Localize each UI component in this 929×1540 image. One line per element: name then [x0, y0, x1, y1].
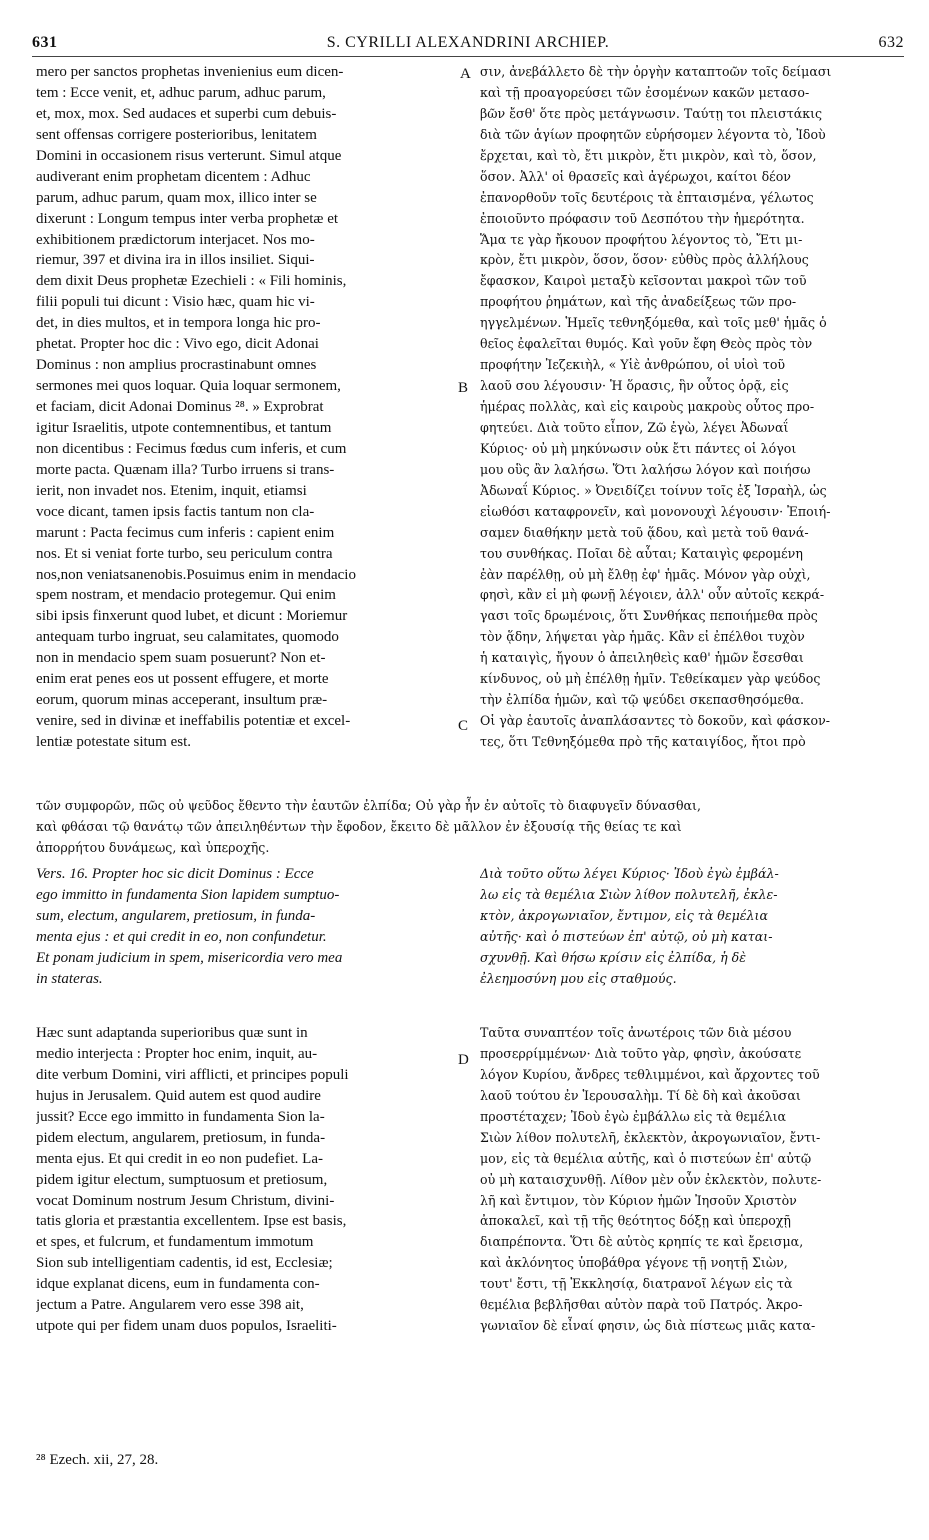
text-line: διαπρέποντα. Ὅτι δὲ αὐτὸς κρηπίς τε καὶ ἔρεισμα,	[480, 1234, 804, 1250]
text-line: mero per sanctos prophetas invenienius eum dicen-	[36, 64, 344, 80]
text-line: antequam turbo ingruat, seu calamitates, quomodo	[36, 629, 339, 646]
footnote: ²⁸ Ezech. xii, 27, 28.	[36, 1452, 159, 1468]
text-line: λῆ καὶ ἔντιμον, τὸν Κύριον ἡμῶν Ἰησοῦν Χριστὸν	[480, 1192, 797, 1208]
text-line: tatis gloria et præstantia excellentem. Ipse est basis,	[36, 1213, 347, 1230]
text-line: sermones mei quos loquar. Quia loquar sermonem,	[36, 378, 341, 395]
text-line: τουτ' ἔστι, τῇ Ἐκκλησίᾳ, διατρανοῖ λέγων εἰς τὰ	[480, 1276, 793, 1292]
text-line: αὐτῆς· καὶ ὁ πιστεύων ἐπ' αὐτῷ, οὐ μὴ καται-	[480, 928, 773, 944]
text-line: θεμέλια βεβλῆσθαι αὐτὸν παρὰ τοῦ Πατρός. Ἀκρο-	[480, 1297, 803, 1313]
text-line: θεῖος ἐφαλεῖται θυμός. Καὶ γοῦν ἔφη Θεὸς πρὸς τὸν	[480, 336, 813, 352]
text-line: φητεύει. Διὰ τοῦτο εἶπον, Ζῶ ἐγὼ, λέγει Ἀδωναΐ	[480, 419, 789, 435]
text-line: Κύριος· οὐ μὴ μηκύνωσιν οὐκ ἔτι πάντες οἱ λόγοι	[480, 440, 797, 456]
text-line: Ἀδωναΐ Κύριος. » Ὀνειδίζει τοίνυν τοῖς ἐξ Ἰσραὴλ, ὡς	[480, 482, 827, 498]
text-line: καὶ τῇ προαγορεύσει τῶν ἐσομένων κακῶν μετασο-	[480, 84, 810, 100]
text-line: sum, electum, angularem, pretiosum, in funda-	[36, 907, 316, 924]
text-line: καὶ φθάσαι τῷ θανάτῳ τῶν ἀπειληθέντων τὴν ἔφοδον, ἔκειτο δὲ μᾶλλον ἐν ἐξουσίᾳ τῆς θείας τε καὶ	[36, 818, 682, 834]
text-line: jectum a Patre. Angularem vero esse 398 ait,	[36, 1297, 304, 1314]
text-line: λόγον Κυρίου, ἄνδρες τεθλιμμένοι, καὶ ἄρχοντες τοῦ	[480, 1066, 820, 1082]
greek-verse-16	[480, 864, 904, 990]
text-line: et, mox, mox. Sed audaces et superbi cum debuis-	[36, 105, 337, 122]
text-line: ego immitto in fundamenta Sion lapidem sumptuo-	[36, 886, 340, 903]
text-line: οὐ μὴ καταισχυνθῇ. Λίθον μὲν οὖν ἐκλεκτὸν, πολυτε-	[480, 1171, 822, 1187]
text-line: eorum, quorum minas acceperant, insultum præ-	[36, 692, 328, 709]
text-line: τῶν συμφορῶν, πῶς οὐ ψεῦδος ἔθεντο τὴν ἑαυτῶν ἐλπίδα; Οὐ γὰρ ἦν ἐν αὐτοῖς τὸ διαφυγεῖν δύνασθαι,	[36, 798, 702, 813]
text-line: filii populi tui dicunt : Visio hæc, quam hic vi-	[36, 294, 315, 311]
text-line: γωνιαῖον δὲ εἶναί φησιν, ὡς διὰ πίστεως μιᾶς κατα-	[480, 1318, 816, 1334]
text-line: λαοῦ τούτου ἐν Ἱερουσαλὴμ. Τί δὲ δὴ καὶ ἀκοῦσαι	[480, 1087, 801, 1103]
text-line: μου οὓς ἂν λαλήσω. Ὅτι λαλήσω λόγον καὶ ποιήσω	[480, 461, 811, 477]
text-line: morte pacta. Quænam illa? Turbo irruens si trans-	[36, 461, 335, 478]
text-line: φησὶ, κἂν εἰ μὴ φωνῇ λέγοιεν, ἀλλ' οὖν αὐτοῖς κεκρά-	[480, 587, 825, 603]
text-line: τες, ὅτι Τεθνηξόμεθα πρὸ τῆς καταιγίδος, ἤτοι πρὸ	[480, 734, 806, 749]
latin-column-bottom	[36, 1023, 456, 1337]
text-line: exhibitionem prædictorum interjacet. Nos mo-	[36, 231, 315, 248]
text-line: ἡμέρας πολλὰς, καὶ εἰς καιροὺς μακροὺς οὗτος προ-	[480, 399, 815, 414]
text-line: κτὸν, ἀκρογωνιαῖον, ἔντιμον, εἰς τὰ θεμέλια	[480, 907, 768, 923]
text-line: προστέταχεν; Ἰδοὺ ἐγὼ ἐμβάλλω εἰς τὰ θεμέλια	[480, 1108, 787, 1124]
text-line: parum, adhuc parum, quam mox, illico inter se	[36, 189, 317, 206]
text-line: τὸν ᾅδην, λήψεται γὰρ ἡμᾶς. Κἂν εἰ ἐπέλθοι τυχὸν	[480, 629, 805, 645]
text-line: Ταῦτα συναπτέον τοῖς ἀνωτέροις τῶν διὰ μέσου	[480, 1025, 792, 1040]
text-line: utpote qui per fidem unam duos populos, Israeliti-	[36, 1318, 337, 1335]
text-line: sent offensas corrigere posterioribus, lenitatem	[36, 126, 317, 143]
text-line: marunt : Pacta fecimus cum inferis : capient enim	[36, 524, 335, 541]
text-line: Vers. 16. Propter hoc sic dicit Dominus : Ecce	[36, 866, 314, 882]
text-line: ἐλεημοσύνη μου εἰς σταθμούς.	[480, 970, 677, 986]
section-marker-b: B	[458, 380, 469, 396]
greek-full-width-passage	[36, 796, 904, 859]
text-line: tem : Ecce venit, et, adhuc parum, adhuc parum,	[36, 84, 326, 101]
text-line: ἐποιοῦντο πρόφασιν τοῦ Δεσπότου τὴν ἡμερότητα.	[480, 210, 805, 226]
text-line: venire, sed in divinæ et ineffabilis potentiæ et excel-	[36, 713, 351, 730]
text-line: εἰωθόσι καταφρονεῖν, καὶ μονονουχὶ λέγουσιν· Ἐποιή-	[480, 503, 831, 519]
text-line: ηγγελμένων. Ἡμεῖς τεθνηξόμεθα, καὶ τοῖς μεθ' ἡμᾶς ὁ	[480, 315, 827, 331]
section-marker-c: C	[458, 718, 469, 734]
text-line: ἔφασκον, Καιροὶ μεταξὺ κεῖσονται μακροὶ τῶν τοῦ	[480, 273, 807, 289]
text-line: lentiæ potestate situm est.	[36, 734, 191, 750]
running-header	[32, 34, 904, 58]
text-line: σαμεν διαθήκην μετὰ τοῦ ᾅδου, καὶ μετὰ τοῦ θανά-	[480, 524, 809, 540]
text-line: et faciam, dicit Adonai Dominus ²⁸. » Exprobrat	[36, 399, 324, 415]
text-line: hujus in Jerusalem. Quid autem est quod audire	[36, 1087, 321, 1104]
text-line: non dicentibus : Fecimus fœdus cum inferis, et cum	[36, 440, 347, 457]
text-line: Et ponam judicium in spem, misericordia vero mea	[36, 949, 343, 966]
text-line: menta ejus : et qui credit in eo, non confundetur.	[36, 928, 327, 945]
text-line: ἀποκαλεῖ, καὶ τῇ τῆς θεότητος δόξῃ καὶ ὑπεροχῇ	[480, 1213, 791, 1229]
text-line: ἀπορρήτου δυνάμεως, καὶ ὑπεροχῆς.	[36, 839, 270, 855]
text-line: βῶν ἔσθ' ὅτε πρὸς μετάγνωσιν. Ταύτῃ τοι πλειστάκις	[480, 105, 823, 121]
text-line: Dominus : non amplius procrastinabunt omnes	[36, 357, 317, 374]
text-line: audiverant enim prophetam dicentem : Adhuc	[36, 168, 311, 185]
text-line: Διὰ τοῦτο οὕτω λέγει Κύριος· Ἰδοὺ ἐγὼ ἐμβάλ-	[480, 866, 779, 881]
text-line: λω εἰς τὰ θεμέλια Σιὼν λίθον πολυτελῆ, ἐκλε-	[480, 886, 778, 902]
text-line: menta ejus. Et qui credit in eo non pudefiet. La-	[36, 1150, 323, 1167]
greek-column-top	[480, 62, 904, 753]
text-line: κρὸν, ἔτι μικρὸν, ὅσον, ὅσον· εὐθὺς πρὸς ἀλλήλους	[480, 252, 809, 268]
text-line: phetat. Propter hoc dic : Vivo ego, dicit Adonai	[36, 336, 319, 353]
text-line: διὰ τῶν ἁγίων προφητῶν εὑρήσομεν λέγοντα τὸ, Ἰδοὺ	[480, 126, 826, 142]
text-line: sibi ipsis finxerunt quod lubet, et dicunt : Moriemur	[36, 608, 348, 625]
text-line: τὴν ἐλπίδα ἡμῶν, καὶ τῷ ψεύδει σκεπασθησόμεθα.	[480, 692, 805, 708]
text-line: in stateras.	[36, 970, 103, 987]
page-number-right: 632	[878, 34, 904, 51]
greek-column-bottom	[480, 1023, 904, 1337]
text-line: jussit? Ecce ego immitto in fundamenta Sion la-	[36, 1108, 325, 1125]
text-line: voce dicant, tamen ipsis factis tantum non cla-	[36, 503, 315, 520]
text-line: det, in dies multos, et in tempora longa hic pro-	[36, 315, 321, 332]
text-line: Sion sub intelligentiam cadentis, id est, Ecclesiæ;	[36, 1255, 333, 1272]
running-title: S. CYRILLI ALEXANDRINI ARCHIEP.	[326, 34, 610, 51]
text-line: nos. Et si veniat forte turbo, seu periculum contra	[36, 545, 333, 562]
text-line: ἐπανορθοῦν τοῖς δευτέροις τὰ ἐπταισμένα, γέλωτος	[480, 189, 814, 205]
latin-verse-16	[36, 864, 456, 990]
text-line: Domini in occasionem risus verterunt. Simul atque	[36, 147, 342, 164]
text-line: μον, εἰς τὰ θεμέλια αὐτῆς, καὶ ὁ πιστεύων ἐπ' αὐτῷ	[480, 1150, 812, 1166]
text-line: του συνθήκας. Ποῖαι δὲ αὗται; Καταιγὶς φερομένη	[480, 545, 803, 561]
text-line: pidem igitur electum, sumptuosum et pretiosum,	[36, 1171, 328, 1188]
latin-column-top	[36, 62, 456, 753]
text-line: non in mendacio spem suam posuerunt? Non et-	[36, 650, 326, 667]
text-line: ἐὰν παρέλθῃ, οὐ μὴ ἔλθῃ ἐφ' ἡμᾶς. Μόνον γὰρ οὐχὶ,	[480, 566, 811, 582]
page-number-left: 631	[32, 34, 58, 51]
text-line: pidem electum, angularem, pretiosum, in funda-	[36, 1129, 326, 1146]
text-line: κίνδυνος, οὐ μὴ ἐπέλθῃ ἡμῖν. Τεθείκαμεν γὰρ ψεύδος	[480, 671, 821, 687]
text-line: ἔρχεται, καὶ τὸ, ἔτι μικρὸν, ἔτι μικρὸν, καὶ τὸ, ὅσον,	[480, 147, 817, 163]
text-line: Ἅμα τε γὰρ ἤκουον προφήτου λέγοντος τὸ, Ἔτι μι-	[480, 231, 803, 247]
text-line: ierit, non invadet nos. Etenim, inquit, etiamsi	[36, 482, 307, 499]
text-line: ἡ καταιγὶς, ἤγουν ὁ ἀπειληθεὶς καθ' ἡμῶν ἔσεσθαι	[480, 650, 804, 666]
text-line: idque explanat dicens, eum in fundamenta con-	[36, 1276, 320, 1293]
text-line: Σιὼν λίθον πολυτελῆ, ἐκλεκτὸν, ἀκρογωνιαῖον, ἔντι-	[480, 1129, 821, 1145]
text-line: dite verbum Domini, viri afflicti, et principes populi	[36, 1066, 349, 1083]
text-line: προφήτου ῥημάτων, καὶ τῆς ἀναδείξεως τῶν προ-	[480, 294, 797, 310]
text-line: ὅσον. Ἀλλ' οἱ θρασεῖς καὶ ἀγέρωχοι, καίτοι δέον	[480, 168, 791, 184]
text-line: dixerunt : Longum tempus inter verba prophetæ et	[36, 210, 339, 227]
text-line: medio interjecta : Propter hoc enim, inquit, au-	[36, 1045, 318, 1062]
text-line: σχυνθῇ. Καὶ θήσω κρίσιν εἰς ἐλπίδα, ἡ δὲ	[480, 949, 747, 965]
text-line: σιν, ἀνεβάλλετο δὲ τὴν ὀργὴν καταπτοῶν τοῖς δείμασι	[480, 64, 832, 79]
text-line: dem dixit Deus prophetæ Ezechieli : « Fili hominis,	[36, 273, 347, 290]
header-rule	[32, 56, 904, 57]
text-line: Hæc sunt adaptanda superioribus quæ sunt in	[36, 1025, 308, 1041]
text-line: igitur Israelitis, utpote contemnentibus, et tantum	[36, 419, 332, 436]
text-line: γασι τοῖς δρωμένοις, ὅτι Συνθήκας πεποιήμεθα πρὸς	[480, 608, 818, 624]
text-line: λαοῦ σου λέγουσιν· Ἡ ὅρασις, ἣν οὗτος ὁρᾷ, εἰς	[480, 378, 789, 394]
section-marker-a: A	[460, 66, 471, 82]
text-line: nos,non veniatsanenobis.Posuimus enim in mendacio	[36, 566, 356, 583]
text-line: προφήτην Ἰεζεκιὴλ, « Υἱὲ ἀνθρώπου, οἱ υἱοὶ τοῦ	[480, 357, 786, 373]
text-line: vocat Dominum nostrum Jesum Christum, divini-	[36, 1192, 335, 1209]
section-marker-d: D	[458, 1052, 469, 1068]
text-line: Οἱ γὰρ ἑαυτοῖς ἀναπλάσαντες τὸ δοκοῦν, καὶ φάσκον-	[480, 713, 830, 729]
text-line: riemur, 397 et divina ira in illos insiliet. Siqui-	[36, 252, 315, 269]
text-line: spem nostram, et mendacio protegemur. Qui enim	[36, 587, 336, 604]
text-line: et spes, et fulcrum, et fundamentum immotum	[36, 1234, 314, 1251]
text-line: προσερρίμμένων· Διὰ τοῦτο γὰρ, φησὶν, ἀκούσατε	[480, 1045, 802, 1061]
text-line: enim erat penes eos ut possent effugere, et morte	[36, 671, 329, 688]
text-line: καὶ ἀκλόνητος ὑποβάθρα γέγονε τῇ νοητῇ Σιὼν,	[480, 1255, 788, 1271]
